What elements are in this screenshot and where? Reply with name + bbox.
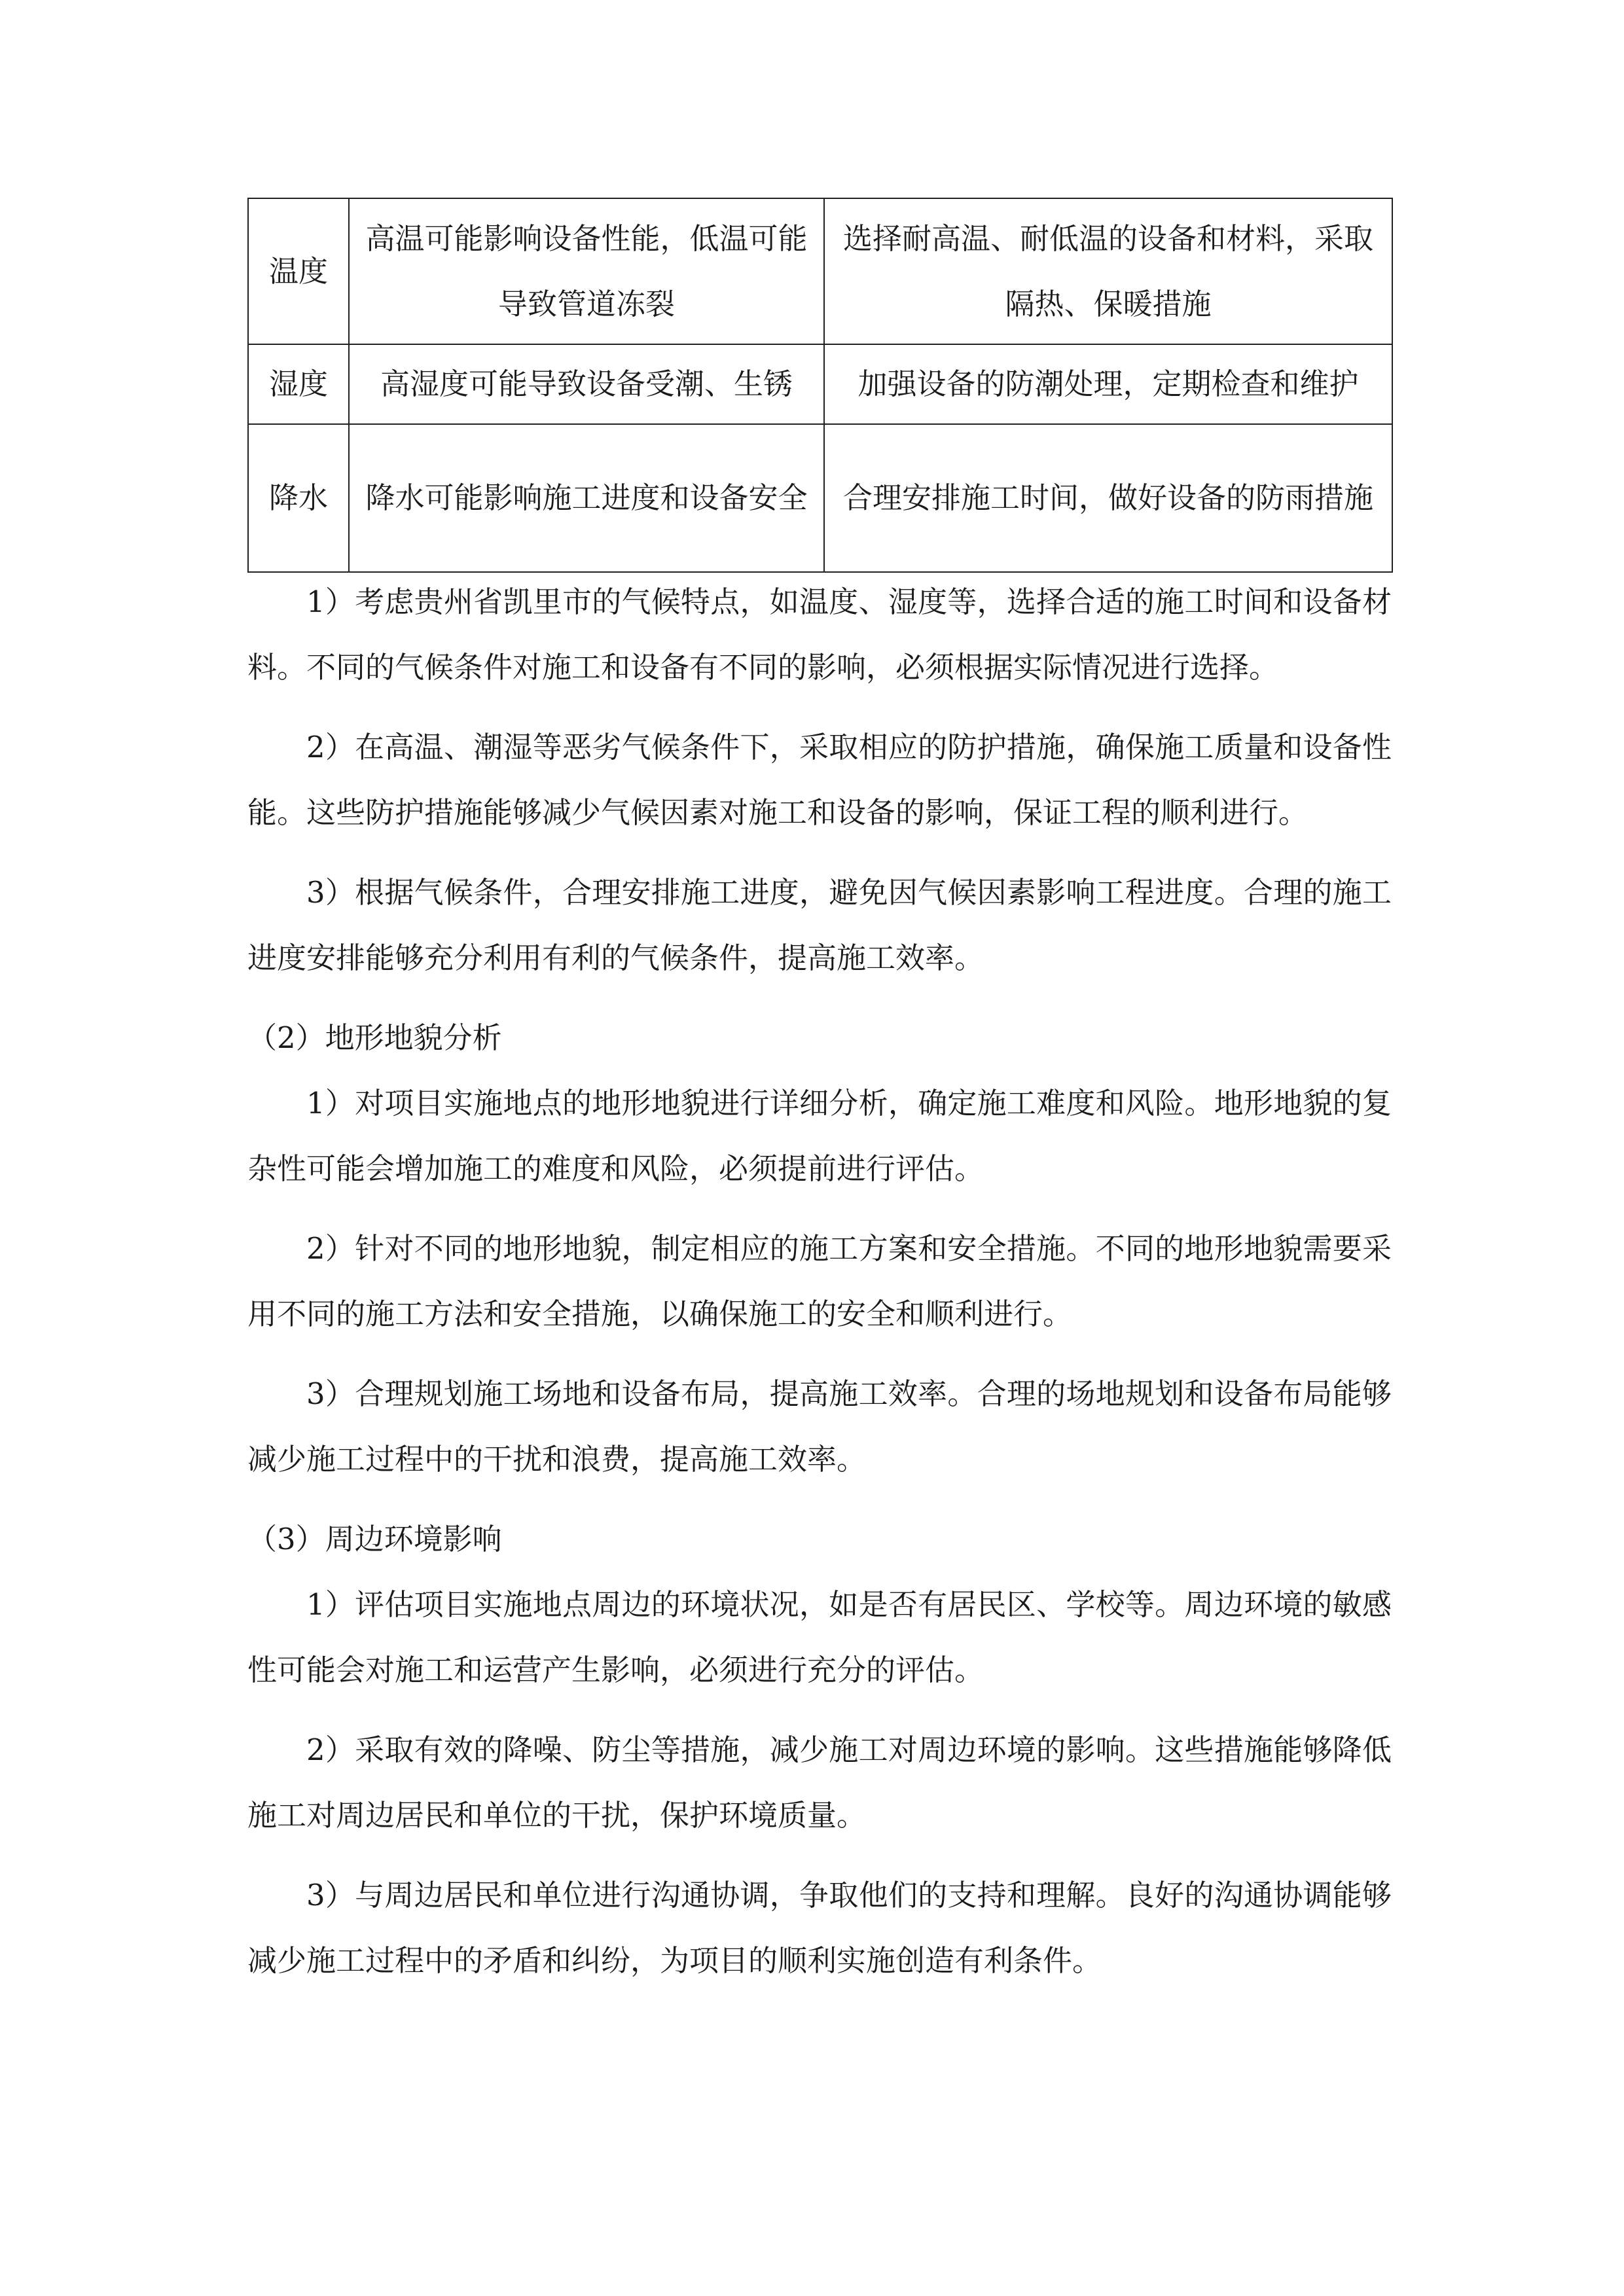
environment-point-1: 1）评估项目实施地点周边的环境状况，如是否有居民区、学校等。周边环境的敏感性可能会对施工和运营产生影响，必须进行充分的评估。	[247, 1587, 1392, 1687]
factor-cell: 温度	[248, 198, 349, 344]
table-row	[248, 344, 1392, 424]
table-row	[248, 424, 1392, 572]
environment-point-2: 2）采取有效的降噪、防尘等措施，减少施工对周边环境的影响。这些措施能够降低施工对周边居民和单位的干扰，保护环境质量。	[247, 1732, 1392, 1833]
impact-cell: 高温可能影响设备性能，低温可能导致管道冻裂	[349, 198, 824, 344]
table-row	[248, 198, 1392, 344]
measure-cell: 加强设备的防潮处理，定期检查和维护	[824, 344, 1392, 424]
impact-cell: 降水可能影响施工进度和设备安全	[349, 424, 824, 572]
body-text	[247, 569, 1392, 2008]
environment-point-3: 3）与周边居民和单位进行沟通协调，争取他们的支持和理解。良好的沟通协调能够减少施工过程中的矛盾和纠纷，为项目的顺利实施创造有利条件。	[247, 1878, 1392, 1978]
measure-cell: 合理安排施工时间，做好设备的防雨措施	[824, 424, 1392, 572]
factor-cell: 湿度	[248, 344, 349, 424]
environment-heading: （3）周边环境影响	[247, 1522, 502, 1556]
climate-impact-table	[247, 198, 1393, 573]
climate-point-2: 2）在高温、潮湿等恶劣气候条件下，采取相应的防护措施，确保施工质量和设备性能。这些防护措施能够减少气候因素对施工和设备的影响，保证工程的顺利进行。	[247, 730, 1392, 830]
factor-cell: 降水	[248, 424, 349, 572]
measure-cell: 选择耐高温、耐低温的设备和材料，采取隔热、保暖措施	[824, 198, 1392, 344]
terrain-point-3: 3）合理规划施工场地和设备布局，提高施工效率。合理的场地规划和设备布局能够减少施工过程中的干扰和浪费，提高施工效率。	[247, 1376, 1392, 1477]
climate-point-3: 3）根据气候条件，合理安排施工进度，避免因气候因素影响工程进度。合理的施工进度安排能够充分利用有利的气候条件，提高施工效率。	[247, 875, 1392, 975]
terrain-point-2: 2）针对不同的地形地貌，制定相应的施工方案和安全措施。不同的地形地貌需要采用不同的施工方法和安全措施，以确保施工的安全和顺利进行。	[247, 1231, 1392, 1331]
terrain-heading: （2）地形地貌分析	[247, 1020, 502, 1055]
terrain-point-1: 1）对项目实施地点的地形地貌进行详细分析，确定施工难度和风险。地形地貌的复杂性可能会增加施工的难度和风险，必须提前进行评估。	[247, 1086, 1392, 1186]
impact-cell: 高湿度可能导致设备受潮、生锈	[349, 344, 824, 424]
climate-point-1: 1）考虑贵州省凯里市的气候特点，如温度、湿度等，选择合适的施工时间和设备材料。不同的气候条件对施工和设备有不同的影响，必须根据实际情况进行选择。	[247, 584, 1392, 685]
